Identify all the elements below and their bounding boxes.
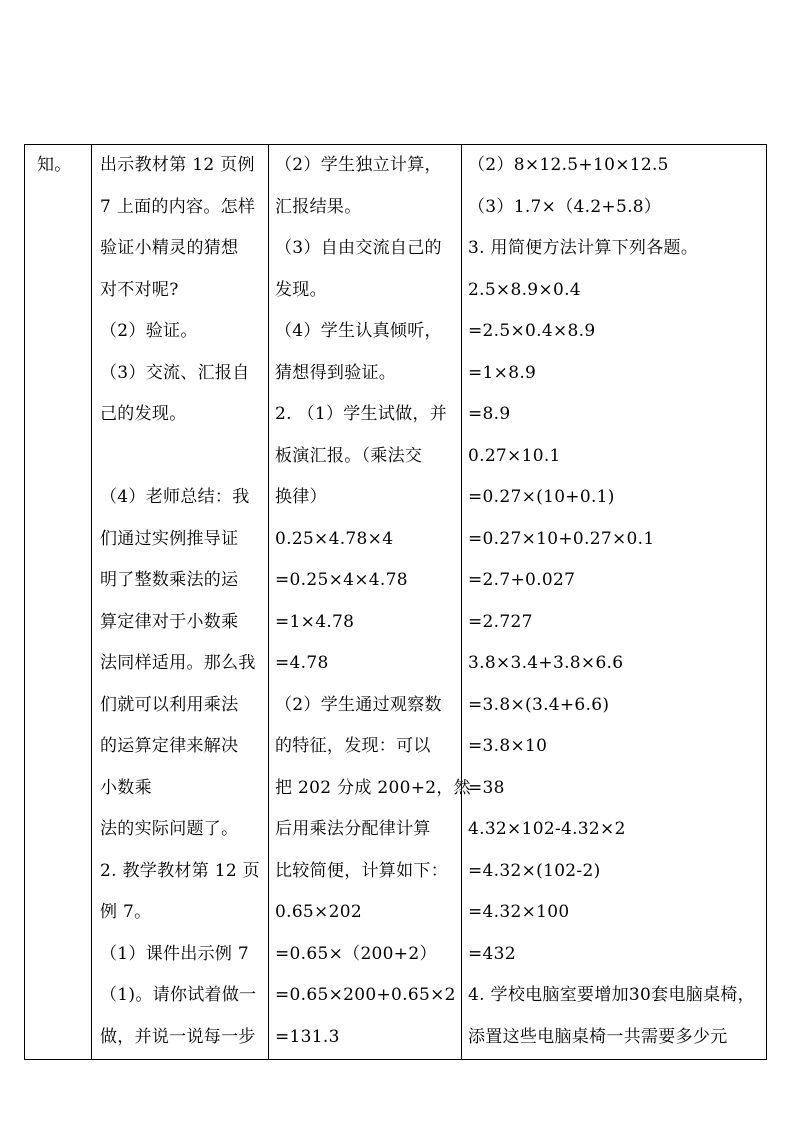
section-column: [25, 145, 92, 1060]
text-line: 7 上面的内容。怎样: [100, 196, 256, 217]
text-line: 知。: [37, 155, 72, 175]
text-line: （2）学生通过观察数: [275, 694, 442, 715]
text-line: 算定律对于小数乘: [100, 611, 239, 632]
text-line: =4.32×100: [468, 902, 570, 922]
text-line: 的特征，发现：可以: [275, 736, 431, 756]
text-line: =0.25×4×4.78: [275, 570, 408, 590]
teacher-activity-column: [92, 145, 269, 1060]
text-line: （3）交流、汇报自: [100, 362, 250, 383]
student-activity-lines: [269, 145, 471, 1058]
text-line: 的运算定律来解决: [100, 736, 239, 756]
text-line: =3.8×(3.4+6.6): [468, 694, 610, 715]
text-line: （1)。请你试着做一: [100, 985, 257, 1005]
text-line: 做，并说一说每一步: [100, 1026, 256, 1047]
text-line: （2）8×12.5+10×12.5: [468, 155, 669, 175]
text-line: 3.8×3.4+3.8×6.6: [468, 653, 624, 673]
text-line: 把 202 分成 200+2，然: [275, 777, 471, 798]
text-line: =4.78: [275, 653, 329, 673]
text-line: 0.25×4.78×4: [275, 528, 394, 549]
section-lines: [25, 145, 91, 187]
text-line: =2.5×0.4×8.9: [468, 321, 596, 341]
text-line: =38: [468, 777, 505, 798]
student-activity-column: [269, 145, 471, 1060]
text-line: 2. 教学教材第 12 页: [100, 860, 260, 881]
text-line: 板演汇报。（乘法交: [275, 445, 423, 466]
text-line: 对不对呢?: [100, 279, 179, 300]
teacher-activity-lines: [92, 145, 268, 1058]
text-line: 0.65×202: [275, 902, 362, 922]
text-line: （4）老师总结：我: [100, 487, 250, 507]
exercise-column: [462, 145, 767, 1060]
text-line: 们通过实例推导证: [100, 528, 239, 549]
text-line: =8.9: [468, 404, 511, 424]
text-line: =2.727: [468, 611, 533, 632]
text-line: 法同样适用。那么我: [100, 653, 256, 673]
text-line: =3.8×10: [468, 736, 548, 756]
text-line: 4.32×102-4.32×2: [468, 819, 626, 839]
text-line: 己的发现。: [100, 404, 187, 424]
text-line: =0.27×(10+0.1): [468, 487, 615, 507]
text-line: 4. 学校电脑室要增加30套电脑桌椅，: [468, 985, 755, 1005]
text-line: 法的实际问题了。: [100, 819, 239, 839]
text-line: 0.27×10.1: [468, 445, 561, 466]
text-line: =1×8.9: [468, 362, 537, 383]
text-line: （3）1.7×（4.2+5.8）: [468, 196, 662, 217]
text-line: 后用乘法分配律计算: [275, 819, 431, 839]
text-line: 明了整数乘法的运: [100, 570, 239, 590]
text-line: （1）课件出示例 7: [100, 943, 250, 964]
text-line: =0.27×10+0.27×0.1: [468, 528, 655, 549]
text-line: =1×4.78: [275, 611, 355, 632]
text-line: 们就可以利用乘法: [100, 694, 239, 715]
text-line: 猜想得到验证。: [275, 362, 397, 383]
text-line: （4）学生认真倾听，: [275, 321, 442, 341]
text-line: 例 7。: [100, 902, 152, 922]
text-line: 换律）: [275, 487, 327, 507]
lesson-plan-table: [24, 144, 767, 1060]
text-line: =4.32×(102-2): [468, 860, 601, 881]
text-line: =2.7+0.027: [468, 570, 576, 590]
text-line: 比较简便，计算如下：: [275, 860, 448, 881]
text-line: 3. 用简便方法计算下列各题。: [468, 238, 699, 258]
table-row: [25, 145, 767, 1060]
text-line: =131.3: [275, 1026, 340, 1047]
text-line: =0.65×200+0.65×2: [275, 985, 456, 1005]
text-line: 验证小精灵的猜想: [100, 238, 239, 258]
text-line: 汇报结果。: [275, 196, 362, 217]
text-line: [92, 436, 268, 478]
text-line: 小数乘: [100, 777, 152, 798]
exercise-lines: [462, 145, 766, 1058]
text-line: 出示教材第 12 页例: [100, 155, 255, 175]
text-line: （2）学生独立计算，: [275, 155, 442, 175]
text-line: 发现。: [275, 279, 327, 300]
text-line: （2）验证。: [100, 321, 198, 341]
text-line: =0.65×（200+2）: [275, 943, 437, 964]
text-line: （3）自由交流自己的: [275, 238, 442, 258]
text-line: 2.5×8.9×0.4: [468, 279, 581, 300]
text-line: 2. （1）学生试做，并: [275, 404, 448, 424]
text-line: 添置这些电脑桌椅一共需要多少元: [468, 1026, 728, 1047]
text-line: =432: [468, 943, 516, 964]
